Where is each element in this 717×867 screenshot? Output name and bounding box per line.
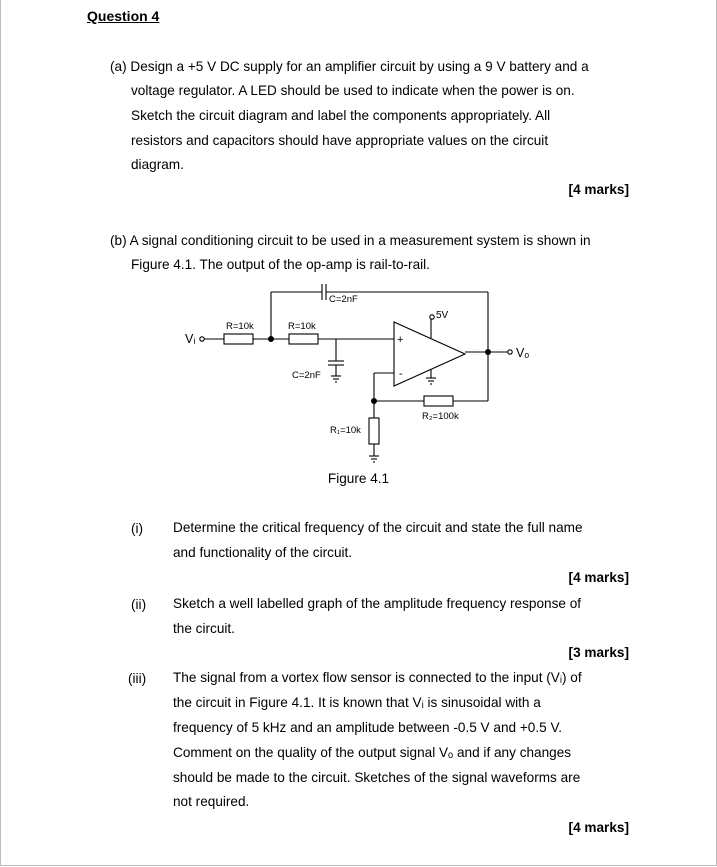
subpart-iii-line-2: the circuit in Figure 4.1. It is known that Vᵢ is sinusoidal with a [173,695,541,710]
vo-label: Vₒ [516,346,530,360]
c-ground-label: C=2nF [292,370,321,381]
part-a-line-4: resistors and capacitors should have appropriate values on the circuit [131,133,549,148]
subpart-ii-marks: [3 marks] [568,645,629,660]
inverting-sign: - [399,368,403,380]
part-a-line-2: voltage regulator. A LED should be used to indicate when the power is on. [131,83,575,98]
subpart-ii-number: (ii) [131,597,147,612]
subpart-iii-line-3: frequency of 5 kHz and an amplitude between -0.5 V and +0.5 V. [173,720,563,735]
subpart-i-number: (i) [131,521,144,536]
rb-label: R₂=100k [422,411,459,422]
supply-label: 5V [436,310,449,321]
subpart-i-line-2: and functionality of the circuit. [173,545,353,560]
junction-node [371,398,377,404]
subpart-iii-number: (iii) [128,671,147,686]
resistor-r2 [289,334,318,344]
part-b-line-2: Figure 4.1. The output of the op-amp is rail-to-rail. [131,257,430,272]
vi-label: Vᵢ [185,332,196,346]
junction-node [485,349,491,355]
noninverting-sign: + [397,334,404,346]
vi-terminal [200,337,204,341]
subpart-i-marks: [4 marks] [568,570,629,585]
vo-terminal [508,350,512,354]
subpart-iii-line-6: not required. [173,794,250,809]
resistor-r1-ground [369,418,379,444]
figure-caption: Figure 4.1 [327,471,390,486]
part-b-line-1: (b) A signal conditioning circuit to be used in a measurement system is shown in [110,233,591,248]
question-title: Question 4 [87,8,160,24]
subpart-ii-line-1: Sketch a well labelled graph of the amplitude frequency response of [173,596,582,611]
junction-node [268,336,274,342]
part-a-marks: [4 marks] [568,182,629,197]
r1-label: R=10k [226,321,254,332]
part-a-line-5: diagram. [131,157,184,172]
op-amp [394,322,465,386]
part-a-line-1: (a) Design a +5 V DC supply for an amplifier circuit by using a 9 V battery and a [110,59,589,74]
subpart-i-line-1: Determine the critical frequency of the circuit and state the full name [173,520,583,535]
subpart-iii-line-4: Comment on the quality of the output signal Vₒ and if any changes [173,745,572,760]
subpart-iii-line-5: should be made to the circuit. Sketches of the signal waveforms are [173,770,581,785]
part-a-line-3: Sketch the circuit diagram and label the components appropriately. All [131,108,551,123]
subpart-iii-line-1: The signal from a vortex flow sensor is connected to the input (Vᵢ) of [173,670,582,685]
resistor-r2-feedback [424,396,453,406]
subpart-iii-marks: [4 marks] [568,820,629,835]
r2-label: R=10k [288,321,316,332]
subpart-ii-line-2: the circuit. [173,621,235,636]
ra-label: R₁=10k [330,425,361,436]
c-feedback-label: C=2nF [329,294,358,305]
resistor-r1 [224,334,253,344]
